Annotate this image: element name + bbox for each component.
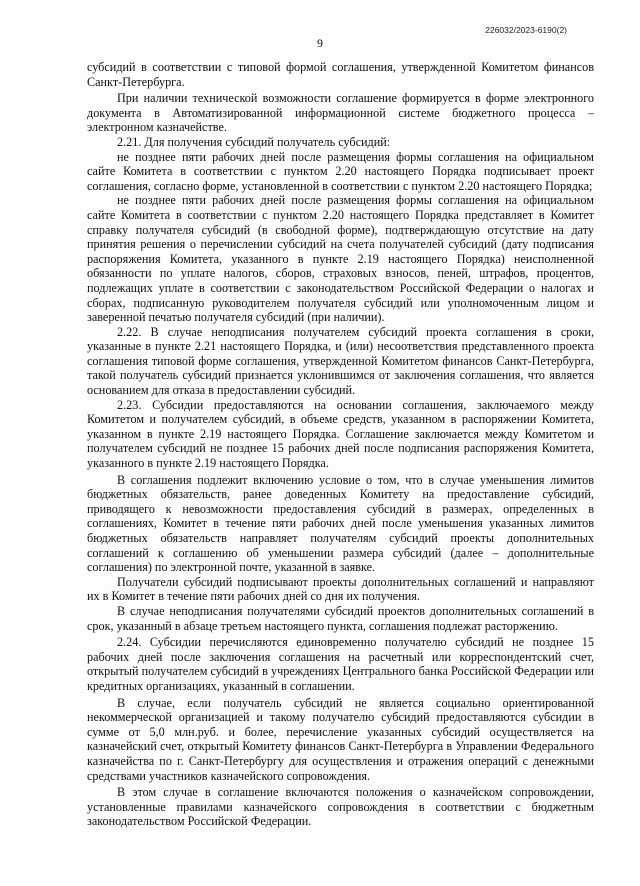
paragraph: В случае, если получатель субсидий не является социально ориентированной некоммерческой организацией и такому получателю субсидий предоставляются субсидии в сумме от 5,0 млн.руб. и более, перечисление указанных субсидий осуществляется на казначейский счет, открытый Комитету финансов Санкт-Петербурга в Управлении Федерального казначейства по г. Санкт-Петербургу для осуществления и отражения операций с денежными средствами участников казначейского сопровождения. xyxy=(87,695,594,783)
paragraph: При наличии технической возможности соглашение формируется в форме электронного документа в Автоматизированной информационной системе бюджетного процесса – электронном казначействе. xyxy=(87,91,594,135)
paragraph: не позднее пяти рабочих дней после размещения формы соглашения на официальном сайте Комитета в соответствии с пунктом 2.20 настоящего Порядка представляет в Комитет справку получателя субсидий (в свободной форме), подтверждающую отсутствие на дату принятия решения о перечислении субсидий на счета получателей субсидий (дату подписания распоряжения Комитета, указанного в пункте 2.19 настоящего Порядка) неисполненной обязанности по уплате налогов, сборов, страховых взносов, пеней, штрафов, процентов, подлежащих уплате в соответствии с законодательством Российской Федерации о налогах и сборах, подписанную руководителем получателя субсидий или уполномоченным лицом и заверенной печатью получателя субсидий (при наличии). xyxy=(87,193,594,325)
paragraph: Получатели субсидий подписывают проекты дополнительных соглашений и направляют их в Комитет в течение пяти рабочих дней со дня их получения. xyxy=(87,574,594,604)
paragraph: В этом случае в соглашение включаются положения о казначейском сопровождении, установленные правилами казначейского сопровождения в соответствии с бюджетным законодательством Российской Федерации. xyxy=(87,785,594,829)
document-body xyxy=(87,60,594,829)
document-id: 226032/2023-6190(2) xyxy=(485,25,567,35)
paragraph: В соглашения подлежит включению условие о том, что в случае уменьшения лимитов бюджетных обязательств, ранее доведенных Комитету на предоставление субсидий, приводящего к невозможности предоставления субсидий в размерах, определенных в соглашениях, Комитет в течение пяти рабочих дней после уменьшения указанных лимитов бюджетных обязательств направляет получателям субсидий проекты дополнительных соглашений к соглашению об уменьшении размера субсидий (далее – дополнительные соглашения) по электронной почте, указанной в заявке. xyxy=(87,472,594,575)
paragraph: субсидий в соответствии с типовой формой соглашения, утвержденной Комитетом финансов Санкт-Петербурга. xyxy=(87,60,594,89)
paragraph: 2.24. Субсидии перечисляются единовременно получателю субсидий не позднее 15 рабочих дней после заключения соглашения на расчетный или корреспондентский счет, открытый получателем субсидий в учреждениях Центрального банка Российской Федерации или кредитных организациях, указанный в соглашении. xyxy=(87,635,594,693)
paragraph: В случае неподписания получателями субсидий проектов дополнительных соглашений в срок, указанный в абзаце третьем настоящего пункта, соглашения подлежат расторжению. xyxy=(87,603,594,633)
page-number: 9 xyxy=(317,36,323,50)
paragraph: 2.21. Для получения субсидий получатель субсидий: xyxy=(117,134,391,149)
paragraph: 2.22. В случае неподписания получателем субсидий проекта соглашения в сроки, указанные в пункте 2.21 настоящего Порядка, и (или) несоответствия представленного проекта соглашения типовой форме соглашения, утвержденной Комитетом финансов Санкт-Петербурга, такой получатель субсидий признается уклонившимся от заключения соглашения, что является основанием для отказа в предоставлении субсидий. xyxy=(87,324,594,398)
paragraph: 2.23. Субсидии предоставляются на основании соглашения, заключаемого между Комитетом и получателем субсидий, в объеме средств, указанном в распоряжении Комитета, указанном в пункте 2.19 настоящего Порядка. Соглашение заключается между Комитетом и получателем субсидий не позднее 15 рабочих дней после подписания распоряжения Комитета, указанного в пункте 2.19 настоящего Порядка. xyxy=(87,397,594,471)
paragraph: не позднее пяти рабочих дней после размещения формы соглашения на официальном сайте Комитета в соответствии с пунктом 2.20 настоящего Порядка подписывает проект соглашения, согласно форме, установленной в соответствии с пунктом 2.20 настоящего Порядка; xyxy=(87,149,594,193)
